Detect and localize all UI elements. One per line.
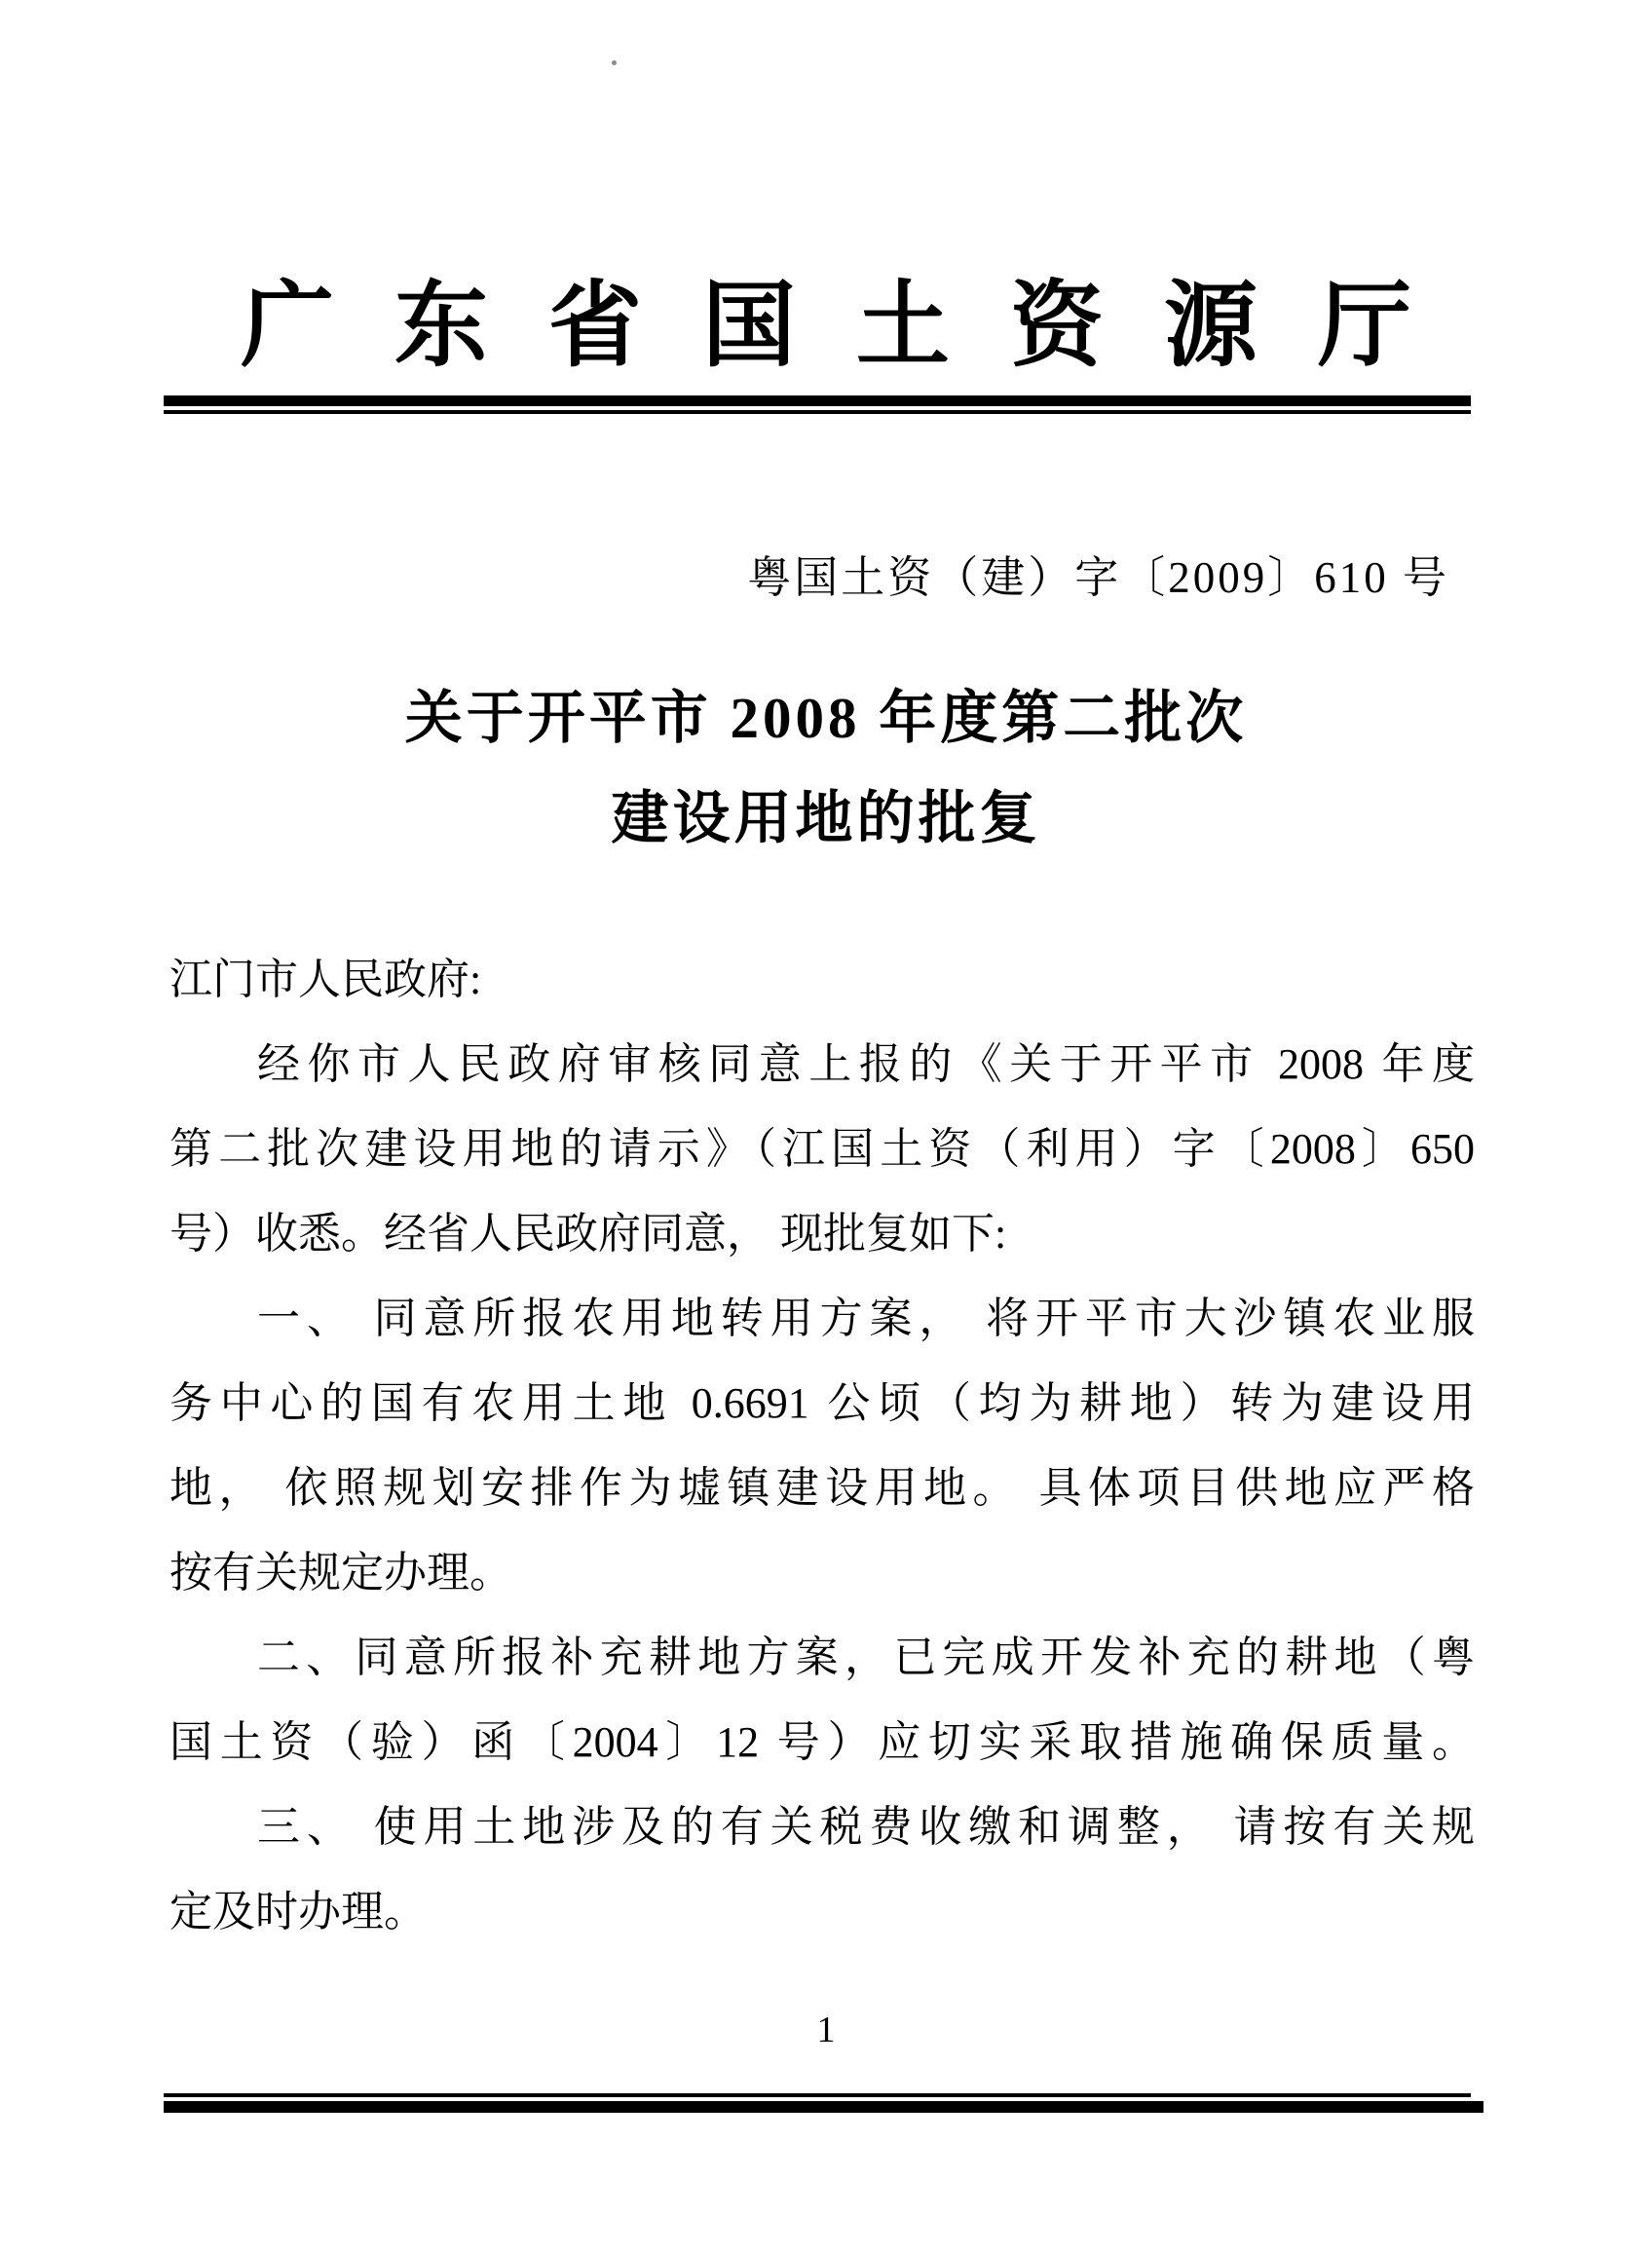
header-rule-thin	[164, 410, 1471, 414]
body-line: 务中心的国有农用土地 0.6691 公顷（均为耕地）转为建设用	[169, 1379, 1475, 1427]
document-title-line-2: 建设用地的批复	[611, 786, 1041, 850]
document-title	[0, 668, 1652, 869]
agency-header-title: 广东省国土资源厅	[241, 274, 1472, 378]
body-line: 一、 同意所报农用地转用方案， 将开平市大沙镇农业服	[257, 1295, 1475, 1342]
body-line: 三、 使用土地涉及的有关税费收缴和调整， 请按有关规	[257, 1803, 1475, 1851]
body-line: 经你市人民政府审核同意上报的《关于开平市 2008 年度	[257, 1040, 1475, 1088]
body-line: 地， 依照规划安排作为墟镇建设用地。 具体项目供地应严格	[169, 1464, 1475, 1512]
footer-rule-thick	[164, 2101, 1483, 2113]
page-number: 1	[816, 2010, 836, 2050]
document-reference-number: 粤国土资（建）字〔2009〕610 号	[747, 553, 1449, 602]
header-rule-thick	[164, 395, 1471, 406]
body-line: 号）收悉。经省人民政府同意， 现批复如下:	[169, 1210, 1007, 1258]
body-line: 定及时办理。	[169, 1888, 427, 1935]
body-line: 按有关规定办理。	[169, 1549, 512, 1597]
body-line: 第二批次建设用地的请示》（江国土资（利用）字〔2008〕650	[169, 1125, 1475, 1173]
scan-speck	[612, 60, 617, 65]
footer-rule-thin	[164, 2093, 1471, 2097]
body-line: 二、同意所报补充耕地方案，已完成开发补充的耕地（粤	[257, 1634, 1475, 1681]
salutation: 江门市人民政府:	[169, 956, 482, 1003]
document-title-line-1: 关于开平市 2008 年度第二批次	[404, 686, 1248, 750]
body-line: 国土资（验）函〔2004〕12 号）应切实采取措施确保质量。	[169, 1718, 1475, 1766]
document-body	[169, 937, 1475, 1954]
